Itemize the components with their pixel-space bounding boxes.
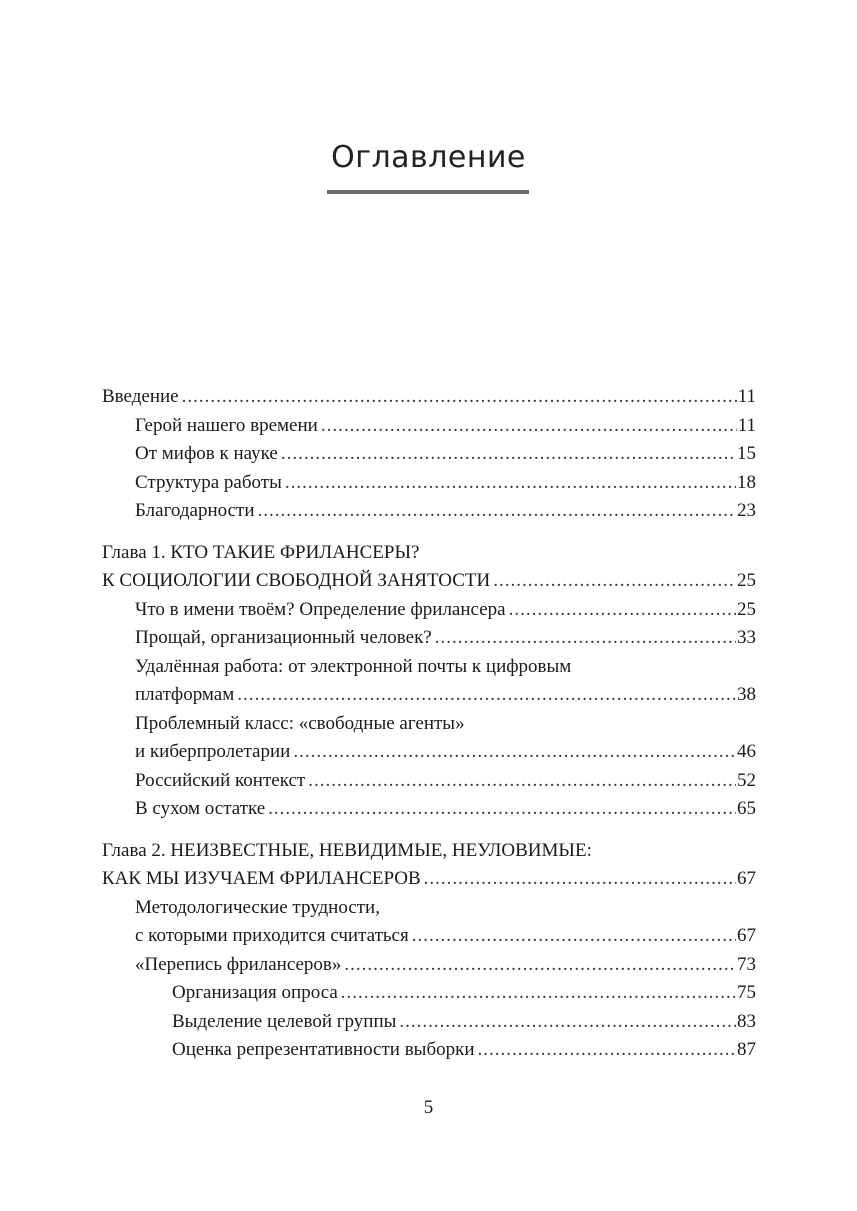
toc-entry[interactable] bbox=[102, 624, 756, 653]
toc-entry[interactable] bbox=[102, 440, 756, 469]
dot-leader bbox=[321, 412, 737, 441]
toc-entry-line-1[interactable]: Удалённая работа: от электронной почты к цифровым bbox=[135, 655, 572, 677]
toc-entry-title: Российский контекст bbox=[135, 769, 306, 791]
toc-entry-title: К СОЦИОЛОГИИ СВОБОДНОЙ ЗАНЯТОСТИ bbox=[102, 570, 491, 591]
toc-entry-title: Что в имени твоём? Определение фрилансера bbox=[135, 598, 506, 620]
toc-entry-title: и киберпролетарии bbox=[135, 741, 291, 762]
dot-leader bbox=[268, 795, 736, 824]
dot-leader bbox=[412, 922, 736, 951]
toc-subentry[interactable] bbox=[102, 1036, 756, 1065]
toc-page-number: 23 bbox=[737, 500, 756, 521]
page-title: Оглавление bbox=[331, 140, 526, 175]
toc-page-number: 25 bbox=[737, 570, 756, 591]
toc-entry-title: «Перепись фрилансеров» bbox=[135, 953, 342, 975]
toc-entry-title: Структура работы bbox=[135, 471, 282, 493]
toc-entry-title: В сухом остатке bbox=[135, 798, 266, 819]
toc-entry-title: Прощай, организационный человек? bbox=[135, 627, 432, 648]
toc-page-number: 65 bbox=[737, 798, 756, 819]
toc-entry-title: Герой нашего времени bbox=[135, 414, 318, 436]
toc-page-number: 11 bbox=[737, 414, 756, 436]
title-underline bbox=[327, 190, 529, 194]
toc-entry[interactable] bbox=[102, 469, 756, 498]
toc-entry-chapter-1[interactable] bbox=[102, 567, 756, 596]
toc-entry-title: От мифов к науке bbox=[135, 443, 278, 464]
dot-leader bbox=[281, 440, 736, 469]
toc-entry[interactable] bbox=[102, 412, 756, 441]
toc-page-number: 33 bbox=[737, 627, 756, 648]
toc-subentry[interactable] bbox=[102, 1008, 756, 1037]
toc-entry-title: Организация опроса bbox=[172, 982, 338, 1003]
toc-entry-title: КАК МЫ ИЗУЧАЕМ ФРИЛАНСЕРОВ bbox=[102, 868, 421, 889]
toc-entry[interactable] bbox=[102, 767, 756, 796]
dot-leader bbox=[478, 1036, 736, 1065]
toc-page-number: 18 bbox=[737, 471, 756, 493]
dot-leader bbox=[308, 767, 736, 796]
toc-entry-line-1[interactable]: Методологические трудности, bbox=[135, 896, 380, 918]
toc-page-number: 52 bbox=[737, 769, 756, 791]
dot-leader bbox=[509, 596, 736, 625]
dot-leader bbox=[293, 738, 736, 767]
dot-leader bbox=[258, 497, 737, 526]
toc-entry[interactable] bbox=[102, 795, 756, 824]
toc-entry-title: Оценка репрезентативности выборки bbox=[172, 1039, 475, 1060]
toc-entry-intro[interactable] bbox=[102, 383, 756, 412]
toc-entry-title: Благодарности bbox=[135, 500, 255, 521]
toc-entry-title: с которыми приходится считаться bbox=[135, 925, 409, 946]
section-gap bbox=[102, 824, 756, 837]
dot-leader bbox=[399, 1008, 736, 1037]
toc-entry-chapter-2[interactable] bbox=[102, 865, 756, 894]
dot-leader bbox=[493, 567, 736, 596]
dot-leader bbox=[435, 624, 736, 653]
dot-leader bbox=[285, 469, 736, 498]
toc-page-number: 67 bbox=[737, 868, 756, 889]
toc-page-number: 46 bbox=[737, 741, 756, 762]
toc-entry[interactable] bbox=[102, 951, 756, 980]
toc-page-number: 67 bbox=[737, 925, 756, 946]
toc-page-number: 38 bbox=[737, 684, 756, 705]
toc-entry-title: Введение bbox=[102, 386, 179, 407]
toc-page-number: 11 bbox=[737, 386, 756, 407]
toc-entry[interactable] bbox=[102, 738, 756, 767]
dot-leader bbox=[182, 383, 737, 412]
dot-leader bbox=[424, 865, 736, 894]
chapter-2-heading-line-1[interactable]: Глава 2. НЕИЗВЕСТНЫЕ, НЕВИДИМЫЕ, НЕУЛОВИМЫЕ: bbox=[102, 839, 592, 861]
page-number: 5 bbox=[423, 1097, 434, 1118]
toc-entry-title: Выделение целевой группы bbox=[172, 1010, 397, 1032]
chapter-1-heading-line-1[interactable]: Глава 1. КТО ТАКИЕ ФРИЛАНСЕРЫ? bbox=[102, 541, 420, 563]
toc-page-number: 15 bbox=[737, 443, 756, 464]
dot-leader bbox=[237, 681, 736, 710]
toc-entry[interactable] bbox=[102, 497, 756, 526]
toc-entry[interactable] bbox=[102, 681, 756, 710]
table-of-contents bbox=[102, 383, 756, 1065]
toc-entry-title: платформам bbox=[135, 684, 235, 705]
dot-leader bbox=[341, 979, 736, 1008]
toc-page-number: 83 bbox=[737, 1010, 756, 1032]
toc-entry[interactable] bbox=[102, 596, 756, 625]
toc-page-number: 25 bbox=[737, 598, 756, 620]
toc-page-number: 87 bbox=[737, 1039, 756, 1060]
toc-entry-line-1[interactable]: Проблемный класс: «свободные агенты» bbox=[135, 712, 465, 734]
dot-leader bbox=[344, 951, 736, 980]
toc-entry[interactable] bbox=[102, 922, 756, 951]
toc-subentry[interactable] bbox=[102, 979, 756, 1008]
toc-page-number: 73 bbox=[737, 953, 756, 975]
toc-page-number: 75 bbox=[737, 982, 756, 1003]
section-gap bbox=[102, 526, 756, 539]
